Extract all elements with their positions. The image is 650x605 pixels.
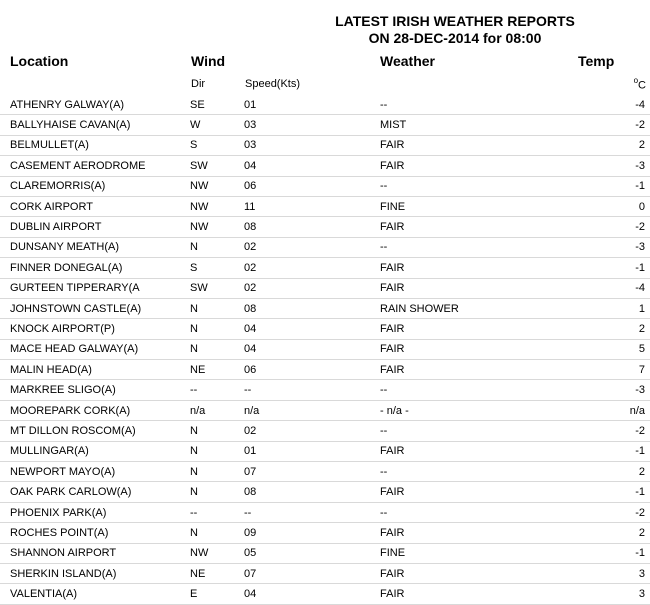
wind-speed-cell: -- bbox=[244, 380, 380, 400]
table-row bbox=[0, 298, 650, 318]
location-cell: KNOCK AIRPORT(P) bbox=[0, 319, 190, 339]
weather-cell: FAIR bbox=[380, 135, 585, 155]
report-title-line2: ON 28-DEC-2014 for 08:00 bbox=[368, 30, 542, 46]
weather-table-body bbox=[0, 95, 650, 604]
weather-cell: FAIR bbox=[380, 441, 585, 461]
wind-dir-cell: E bbox=[190, 584, 244, 604]
location-cell: BALLYHAISE CAVAN(A) bbox=[0, 115, 190, 135]
table-row bbox=[0, 421, 650, 441]
temp-cell: -2 bbox=[585, 217, 650, 237]
location-cell: NEWPORT MAYO(A) bbox=[0, 462, 190, 482]
wind-speed-cell: 06 bbox=[244, 360, 380, 380]
wind-speed-cell: 08 bbox=[244, 482, 380, 502]
speed-subheader: Speed(Kts) bbox=[245, 78, 301, 90]
temp-cell: 0 bbox=[585, 196, 650, 216]
temp-cell: 3 bbox=[585, 584, 650, 604]
weather-cell: FINE bbox=[380, 196, 585, 216]
temp-cell: -3 bbox=[585, 237, 650, 257]
wind-speed-cell: 07 bbox=[244, 563, 380, 583]
temp-cell: -2 bbox=[585, 502, 650, 522]
table-row bbox=[0, 115, 650, 135]
weather-cell: -- bbox=[380, 502, 585, 522]
weather-cell: FAIR bbox=[380, 360, 585, 380]
wind-speed-cell: 02 bbox=[244, 278, 380, 298]
weather-cell: FAIR bbox=[380, 319, 585, 339]
weather-cell: MIST bbox=[380, 115, 585, 135]
degree-symbol: o bbox=[633, 76, 639, 85]
weather-cell: FAIR bbox=[380, 482, 585, 502]
table-row bbox=[0, 135, 650, 155]
wind-dir-cell: N bbox=[190, 523, 244, 543]
weather-cell: FAIR bbox=[380, 584, 585, 604]
location-cell: FINNER DONEGAL(A) bbox=[0, 258, 190, 278]
table-row bbox=[0, 380, 650, 400]
wind-dir-cell: NE bbox=[190, 563, 244, 583]
wind-dir-cell: NW bbox=[190, 176, 244, 196]
location-cell: DUBLIN AIRPORT bbox=[0, 217, 190, 237]
wind-speed-cell: 04 bbox=[244, 156, 380, 176]
wind-dir-cell: N bbox=[190, 421, 244, 441]
temp-cell: -4 bbox=[585, 95, 650, 115]
wind-dir-cell: NW bbox=[190, 196, 244, 216]
dir-subheader: Dir bbox=[191, 78, 206, 90]
wind-dir-cell: S bbox=[190, 135, 244, 155]
wind-speed-cell: 02 bbox=[244, 237, 380, 257]
wind-speed-cell: n/a bbox=[244, 400, 380, 420]
temp-cell: -2 bbox=[585, 421, 650, 441]
temp-cell: 3 bbox=[585, 563, 650, 583]
location-cell: MULLINGAR(A) bbox=[0, 441, 190, 461]
table-row bbox=[0, 319, 650, 339]
wind-speed-cell: 05 bbox=[244, 543, 380, 563]
table-row bbox=[0, 95, 650, 115]
location-cell: GURTEEN TIPPERARY(A bbox=[0, 278, 190, 298]
location-cell: CASEMENT AERODROME bbox=[0, 156, 190, 176]
location-cell: JOHNSTOWN CASTLE(A) bbox=[0, 298, 190, 318]
temp-cell: 2 bbox=[585, 523, 650, 543]
weather-cell: -- bbox=[380, 95, 585, 115]
wind-speed-cell: 02 bbox=[244, 258, 380, 278]
location-cell: PHOENIX PARK(A) bbox=[0, 502, 190, 522]
location-cell: MACE HEAD GALWAY(A) bbox=[0, 339, 190, 359]
temp-unit-subheader bbox=[634, 77, 646, 92]
wind-speed-cell: 06 bbox=[244, 176, 380, 196]
temp-cell: 2 bbox=[585, 462, 650, 482]
temp-cell: -3 bbox=[585, 156, 650, 176]
location-cell: VALENTIA(A) bbox=[0, 584, 190, 604]
table-row bbox=[0, 523, 650, 543]
location-cell: MARKREE SLIGO(A) bbox=[0, 380, 190, 400]
temp-cell: -1 bbox=[585, 441, 650, 461]
wind-speed-cell: 03 bbox=[244, 115, 380, 135]
location-cell: CORK AIRPORT bbox=[0, 196, 190, 216]
table-row bbox=[0, 237, 650, 257]
temp-cell: 5 bbox=[585, 339, 650, 359]
temp-cell: n/a bbox=[585, 400, 650, 420]
table-row bbox=[0, 462, 650, 482]
table-row bbox=[0, 278, 650, 298]
wind-dir-cell: N bbox=[190, 441, 244, 461]
weather-cell: -- bbox=[380, 176, 585, 196]
wind-dir-cell: N bbox=[190, 298, 244, 318]
weather-cell: FAIR bbox=[380, 523, 585, 543]
weather-cell: FAIR bbox=[380, 217, 585, 237]
wind-speed-cell: -- bbox=[244, 502, 380, 522]
temp-cell: -1 bbox=[585, 258, 650, 278]
table-row bbox=[0, 441, 650, 461]
wind-speed-cell: 07 bbox=[244, 462, 380, 482]
weather-cell: -- bbox=[380, 380, 585, 400]
location-cell: BELMULLET(A) bbox=[0, 135, 190, 155]
wind-speed-cell: 03 bbox=[244, 135, 380, 155]
wind-header: Wind bbox=[191, 53, 226, 69]
table-row bbox=[0, 502, 650, 522]
wind-speed-cell: 02 bbox=[244, 421, 380, 441]
wind-speed-cell: 08 bbox=[244, 298, 380, 318]
weather-cell: FAIR bbox=[380, 278, 585, 298]
wind-dir-cell: N bbox=[190, 237, 244, 257]
wind-dir-cell: N bbox=[190, 462, 244, 482]
table-row bbox=[0, 258, 650, 278]
weather-cell: RAIN SHOWER bbox=[380, 298, 585, 318]
wind-dir-cell: n/a bbox=[190, 400, 244, 420]
temp-cell: 2 bbox=[585, 135, 650, 155]
weather-cell: FAIR bbox=[380, 156, 585, 176]
weather-cell: -- bbox=[380, 462, 585, 482]
location-cell: SHERKIN ISLAND(A) bbox=[0, 563, 190, 583]
weather-cell: FAIR bbox=[380, 339, 585, 359]
temp-cell: -4 bbox=[585, 278, 650, 298]
location-cell: ROCHES POINT(A) bbox=[0, 523, 190, 543]
wind-speed-cell: 08 bbox=[244, 217, 380, 237]
location-cell: DUNSANY MEATH(A) bbox=[0, 237, 190, 257]
table-row bbox=[0, 339, 650, 359]
weather-cell: -- bbox=[380, 421, 585, 441]
wind-dir-cell: N bbox=[190, 319, 244, 339]
wind-dir-cell: NW bbox=[190, 217, 244, 237]
temp-cell: -2 bbox=[585, 115, 650, 135]
report-title-line1: LATEST IRISH WEATHER REPORTS bbox=[335, 13, 575, 29]
table-row bbox=[0, 543, 650, 563]
table-row bbox=[0, 584, 650, 604]
temp-cell: 1 bbox=[585, 298, 650, 318]
temp-header: Temp bbox=[578, 53, 615, 69]
wind-speed-cell: 01 bbox=[244, 95, 380, 115]
temp-cell: -1 bbox=[585, 176, 650, 196]
table-row bbox=[0, 196, 650, 216]
weather-cell: FAIR bbox=[380, 258, 585, 278]
table-row bbox=[0, 400, 650, 420]
location-cell: OAK PARK CARLOW(A) bbox=[0, 482, 190, 502]
location-cell: SHANNON AIRPORT bbox=[0, 543, 190, 563]
wind-dir-cell: SE bbox=[190, 95, 244, 115]
wind-dir-cell: W bbox=[190, 115, 244, 135]
wind-speed-cell: 01 bbox=[244, 441, 380, 461]
wind-dir-cell: SW bbox=[190, 278, 244, 298]
table-row bbox=[0, 176, 650, 196]
wind-dir-cell: S bbox=[190, 258, 244, 278]
temp-cell: -3 bbox=[585, 380, 650, 400]
table-row bbox=[0, 217, 650, 237]
location-cell: MALIN HEAD(A) bbox=[0, 360, 190, 380]
wind-dir-cell: -- bbox=[190, 502, 244, 522]
table-row bbox=[0, 156, 650, 176]
table-row bbox=[0, 360, 650, 380]
weather-cell: -- bbox=[380, 237, 585, 257]
location-cell: ATHENRY GALWAY(A) bbox=[0, 95, 190, 115]
celsius-unit: C bbox=[638, 79, 646, 92]
report-title bbox=[260, 13, 650, 47]
wind-dir-cell: N bbox=[190, 482, 244, 502]
wind-dir-cell: NW bbox=[190, 543, 244, 563]
temp-cell: -1 bbox=[585, 482, 650, 502]
weather-cell: FINE bbox=[380, 543, 585, 563]
table-row bbox=[0, 482, 650, 502]
weather-table bbox=[0, 95, 650, 605]
wind-speed-cell: 04 bbox=[244, 339, 380, 359]
wind-speed-cell: 04 bbox=[244, 319, 380, 339]
weather-header: Weather bbox=[380, 53, 435, 69]
wind-dir-cell: -- bbox=[190, 380, 244, 400]
location-cell: CLAREMORRIS(A) bbox=[0, 176, 190, 196]
location-cell: MT DILLON ROSCOM(A) bbox=[0, 421, 190, 441]
wind-speed-cell: 09 bbox=[244, 523, 380, 543]
temp-cell: 2 bbox=[585, 319, 650, 339]
location-header: Location bbox=[10, 53, 69, 69]
wind-dir-cell: N bbox=[190, 339, 244, 359]
weather-cell: FAIR bbox=[380, 563, 585, 583]
wind-dir-cell: SW bbox=[190, 156, 244, 176]
temp-cell: -1 bbox=[585, 543, 650, 563]
weather-cell: - n/a - bbox=[380, 400, 585, 420]
location-cell: MOOREPARK CORK(A) bbox=[0, 400, 190, 420]
wind-dir-cell: NE bbox=[190, 360, 244, 380]
temp-cell: 7 bbox=[585, 360, 650, 380]
wind-speed-cell: 11 bbox=[244, 196, 380, 216]
wind-speed-cell: 04 bbox=[244, 584, 380, 604]
